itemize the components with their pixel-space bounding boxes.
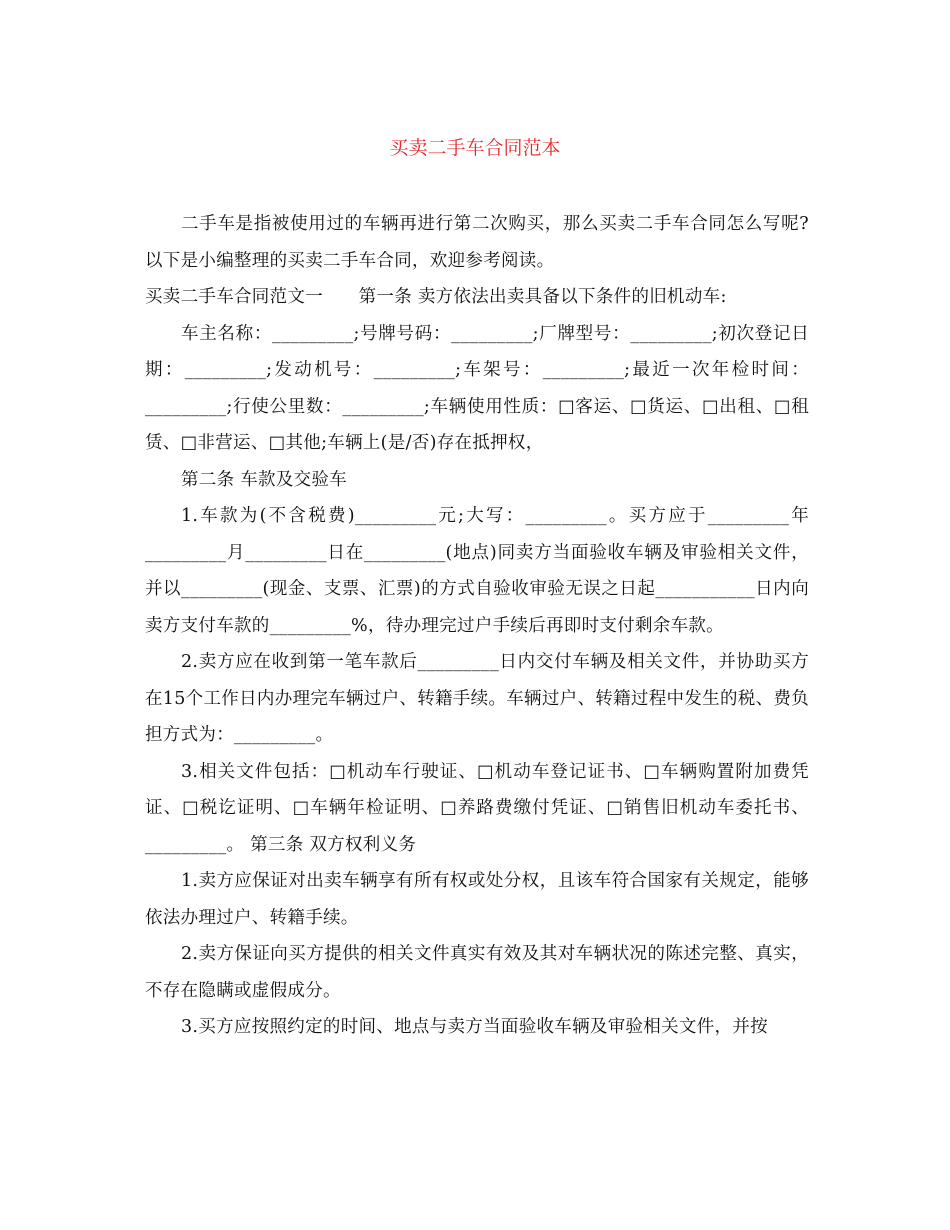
intro-paragraph: 二手车是指被使用过的车辆再进行第二次购买，那么买卖二手车合同怎么写呢?以下是小编整理的买卖二手车合同，欢迎参考阅读。 [145, 214, 809, 271]
clause-3-3-paragraph: 3.买方应按照约定的时间、地点与卖方当面验收车辆及审验相关文件，并按 [181, 1017, 768, 1037]
article-two-heading: 第二条 车款及交验车 [181, 469, 348, 490]
document-title: 买卖二手车合同范本 [389, 137, 561, 159]
section-heading-paragraph: 买卖二手车合同范文一 第一条 卖方依法出卖具备以下条件的旧机动车: [145, 287, 727, 307]
clause-3-2-paragraph: 2.卖方保证向买方提供的相关文件真实有效及其对车辆状况的陈述完整、真实，不存在隐瞒或虚假成分。 [145, 944, 809, 1001]
document-body [145, 206, 809, 1046]
clause-2-2-paragraph: 2.卖方应在收到第一笔车款后_________日内交付车辆及相关文件，并协助买方在15个工作日内办理完车辆过户、转籍手续。车辆过户、转籍过程中发生的税、费负担方式为：_________。 [145, 652, 809, 745]
clause-2-3-paragraph: 3.相关文件包括：□机动车行驶证、□机动车登记证书、□车辆购置附加费凭证、□税讫证明、□车辆年检证明、□养路费缴付凭证、□销售旧机动车委托书、_________。 第三条 双方权利义务 [145, 761, 809, 855]
vehicle-info-paragraph: 车主名称：_________;号牌号码：_________;厂牌型号：_________;初次登记日期：_________;发动机号：_________;车架号：_________;最近一次年检时间：_________;行使公里数：_________;车辆使用性质：□客运、□货运、□出租、□租赁、□非营运、□其他;车辆上(是/否)存在抵押权， [145, 323, 809, 453]
clause-3-1-paragraph: 1.卖方应保证对出卖车辆享有所有权或处分权，且该车符合国家有关规定，能够依法办理过户、转籍手续。 [145, 871, 809, 928]
clause-2-1-paragraph: 1.车款为(不含税费)_________元;大写：_________。买方应于_________年_________月_________日在_________(地点)同卖方当面验收车辆及审验相关文件，并以_________(现金、支票、汇票)的方式自验收审验无误之日起___________日内向卖方支付车款的_________%，待办理完过户手续后再即时支付剩余车款。 [145, 506, 809, 636]
